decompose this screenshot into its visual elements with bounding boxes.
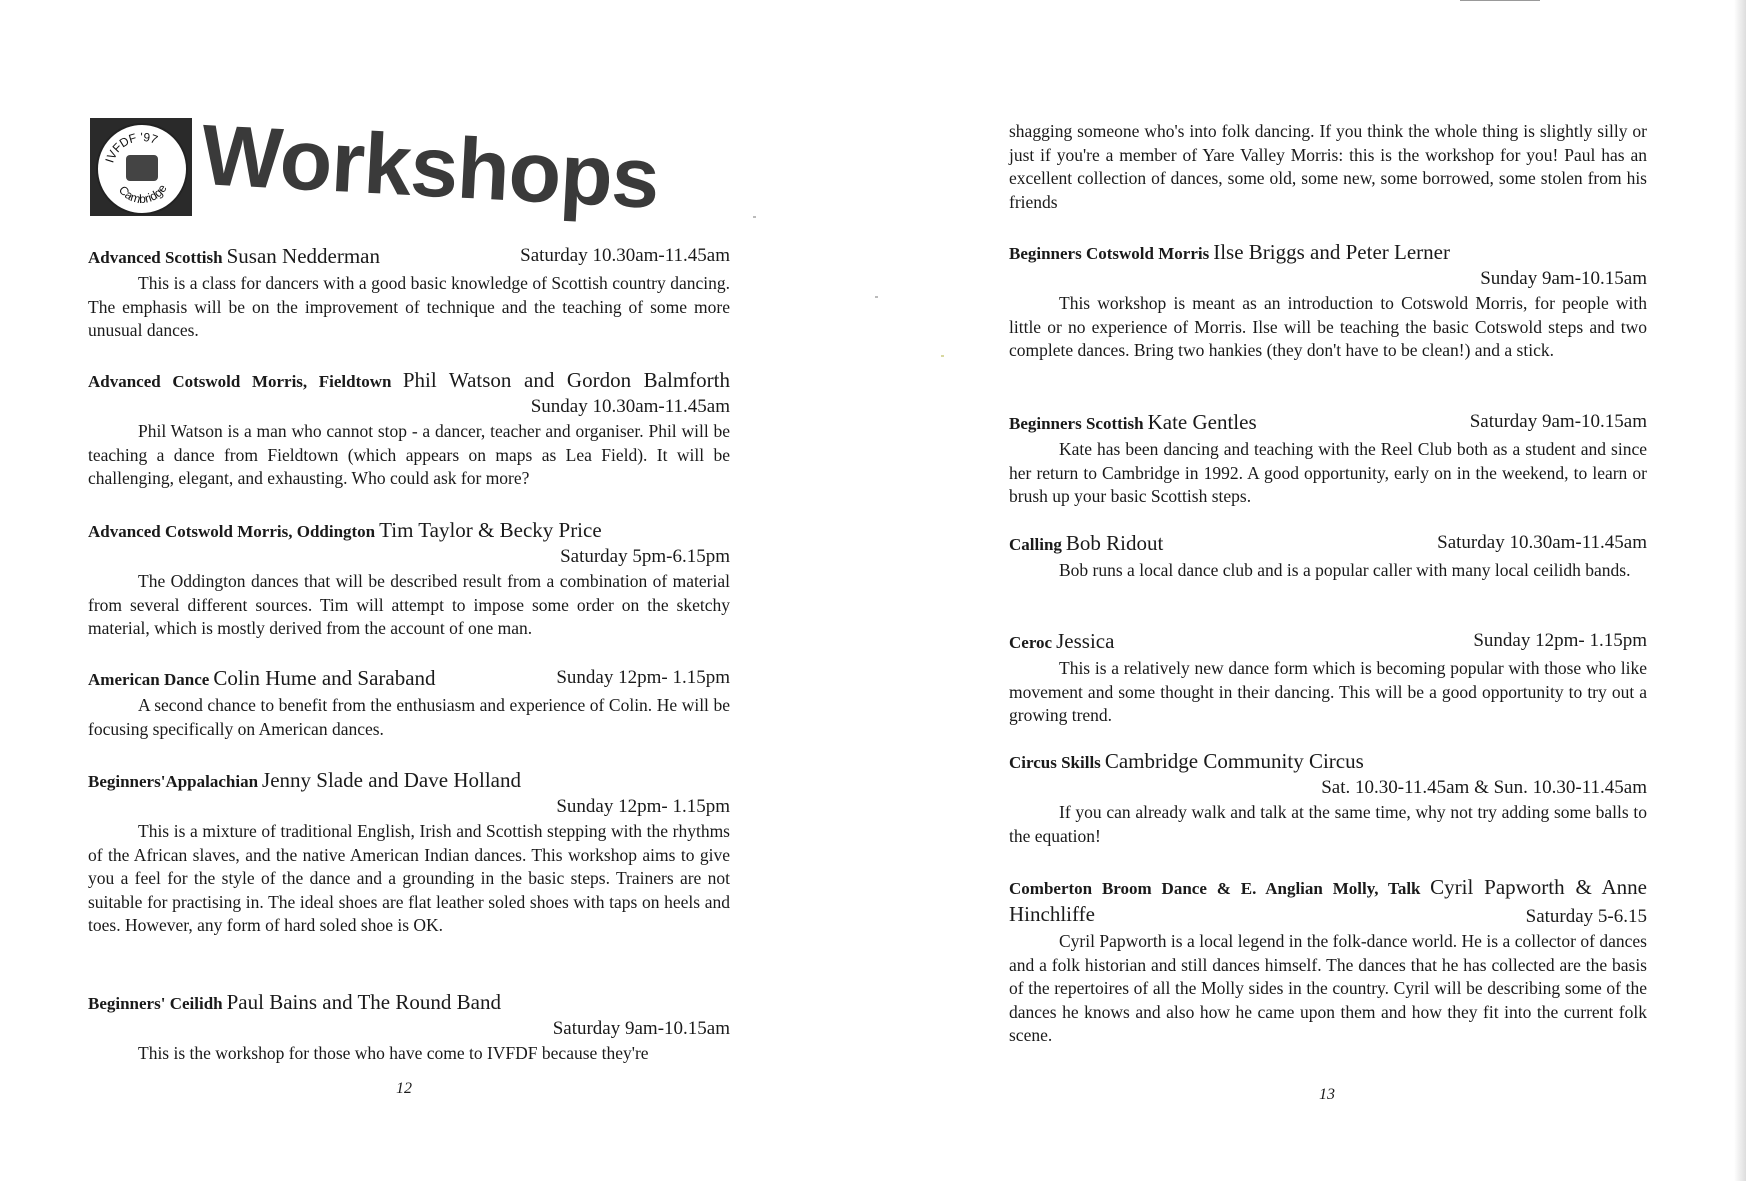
workshop-category: Comberton Broom Dance & E. Anglian Molly, Talk (1009, 879, 1421, 898)
page-title (196, 107, 736, 227)
workshop-leader: Colin Hume and Saraband (213, 666, 436, 690)
workshop-time: Sunday 12pm- 1.15pm (556, 796, 730, 817)
workshop-category: Beginners Cotswold Morris (1009, 244, 1210, 263)
workshop-leader: Kate Gentles (1147, 410, 1257, 434)
workshop-entry (88, 768, 730, 938)
workshop-time: Sat. 10.30-11.45am & Sun. 10.30-11.45am (1321, 777, 1647, 798)
workshop-leader: Phil Watson and Gordon Balmforth (402, 368, 730, 392)
workshop-category: Advanced Scottish (88, 248, 223, 267)
scan-speck (753, 216, 756, 218)
workshop-entry (1009, 629, 1647, 728)
scan-speck (875, 296, 878, 298)
workshop-leader: Susan Nedderman (226, 244, 380, 268)
logo-top-text: IVFDF '97 (102, 129, 160, 165)
workshop-category: American Dance (88, 670, 210, 689)
workshop-leader: Ilse Briggs and Peter Lerner (1213, 240, 1450, 264)
workshop-time: Saturday 5-6.15 (1525, 906, 1647, 927)
workshop-category: Calling (1009, 535, 1062, 554)
continued-description (1009, 120, 1647, 214)
scan-mark (1460, 0, 1540, 1)
svg-text:Workshops: Workshops (199, 107, 662, 227)
workshop-category: Beginners'Appalachian (88, 772, 259, 791)
workshop-time: Sunday 12pm- 1.15pm (1473, 630, 1647, 651)
workshop-category: Circus Skills (1009, 753, 1101, 772)
workshop-description: Kate has been dancing and teaching with the Reel Club both as a student and since her return to Cambridge in 1992. A good opportunity, early on in the weekend, to learn or brush up your basic Scottish steps. (1009, 439, 1647, 506)
workshop-time: Sunday 12pm- 1.15pm (556, 667, 730, 688)
workshop-leader: Jenny Slade and Dave Holland (262, 768, 521, 792)
workshop-entry (88, 518, 730, 641)
ivfdf-logo (90, 118, 192, 216)
workshop-leader: Tim Taylor & Becky Price (379, 518, 602, 542)
workshop-category: Advanced Cotswold Morris, Oddington (88, 522, 376, 541)
logo-bottom-text: Cambridge (115, 181, 170, 207)
page-number: 12 (396, 1080, 412, 1097)
workshop-entry (1009, 531, 1647, 583)
workshop-description: This is a mixture of traditional English, Irish and Scottish stepping with the rhythms of the African slaves, and the native American Indian dances. This workshop aims to give you a feel for the style of the dance and a grounding in the basic steps. Trainers are not suitable for practising in. The ideal shoes are flat leather soled shoes with taps on heels and toes. However, any form of hard soled shoe is OK. (88, 821, 730, 935)
workshop-description: Bob runs a local dance club and is a popular caller with many local ceilidh bands. (1059, 560, 1631, 580)
workshop-entry (1009, 240, 1647, 363)
workshop-entry (88, 990, 730, 1066)
workshop-description: If you can already walk and talk at the same time, why not try adding some balls to the equation! (1009, 802, 1647, 846)
workshop-time: Saturday 9am-10.15am (1469, 411, 1647, 432)
workshop-category: Ceroc (1009, 633, 1053, 652)
workshop-description: A second chance to benefit from the enthusiasm and experience of Colin. He will be focusing specifically on American dances. (88, 695, 730, 739)
workshop-entry (88, 666, 730, 741)
workshop-description: The Oddington dances that will be described result from a combination of material from several different sources. Tim will attempt to impose some order on the sketchy material, which is mostly derived from the account of one man. (88, 571, 730, 638)
workshop-description: Cyril Papworth is a local legend in the folk-dance world. He is a collector of dances and a folk historian and still dances himself. The dances that he has collected are the basis of the repertoires of all the Molly sides in the country. Cyril will be describing some of the dances he knows and also how he came upon them and how they fit into the current folk scene. (1009, 931, 1647, 1045)
workshop-description: This is a relatively new dance form which is becoming popular with those who like movement and some thought in their dancing. This will be a good opportunity to try out a growing trend. (1009, 658, 1647, 725)
page-header (88, 107, 738, 227)
workshop-time: Sunday 10.30am-11.45am (530, 396, 730, 417)
workshop-entry (1009, 410, 1647, 509)
scan-speck (941, 355, 944, 357)
workshop-leader: Jessica (1056, 629, 1115, 653)
workshop-category: Advanced Cotswold Morris, Fieldtown (88, 372, 392, 391)
workshop-description: This is the workshop for those who have come to IVFDF because they're (138, 1043, 649, 1063)
workshop-category: Beginners Scottish (1009, 414, 1144, 433)
workshop-leader: Cambridge Community Circus (1104, 749, 1364, 773)
workshop-entry (1009, 875, 1647, 1048)
workshop-time: Saturday 9am-10.15am (552, 1018, 730, 1039)
workshop-leader: Paul Bains and The Round Band (226, 990, 501, 1014)
workshop-category: Beginners' Ceilidh (88, 994, 223, 1013)
workshop-entry (88, 368, 730, 491)
page-edge-shadow (1734, 0, 1746, 1181)
workshop-time: Saturday 10.30am-11.45am (520, 245, 730, 266)
workshop-time: Saturday 10.30am-11.45am (1437, 532, 1647, 553)
page-number: 13 (1319, 1086, 1335, 1103)
workshop-description: shagging someone who's into folk dancing. If you think the whole thing is slightly silly or just if you're a member of Yare Valley Morris: this is the workshop for you! Paul has an excellent collection of dances, some old, some new, some borrowed, some stolen from his friends (1009, 121, 1647, 212)
workshop-leader: Cyril Papworth & Anne Hinchliffe (1009, 875, 1648, 926)
dancers-emblem-icon (126, 155, 158, 181)
workshop-description: This workshop is meant as an introduction to Cotswold Morris, for people with little or no experience of Morris. Ilse will be teaching the basic Cotswold steps and two complete dances. Bring two hankies (they don't have to be clean!) and a stick. (1009, 293, 1647, 360)
workshop-description: Phil Watson is a man who cannot stop - a dancer, teacher and organiser. Phil will be teaching a dance from Fieldtown (which appears on maps as Lea Field). It will be challenging, elegant, and exhausting. Who could ask for more? (88, 421, 730, 488)
workshop-leader: Bob Ridout (1065, 531, 1164, 555)
workshop-entry (88, 244, 730, 343)
workshop-description: This is a class for dancers with a good basic knowledge of Scottish country dancing. The emphasis will be on the improvement of technique and the teaching of some more unusual dances. (88, 273, 730, 340)
workshop-entry (1009, 749, 1647, 848)
workshop-time: Saturday 5pm-6.15pm (560, 546, 730, 567)
workshop-time: Sunday 9am-10.15am (1480, 268, 1647, 289)
